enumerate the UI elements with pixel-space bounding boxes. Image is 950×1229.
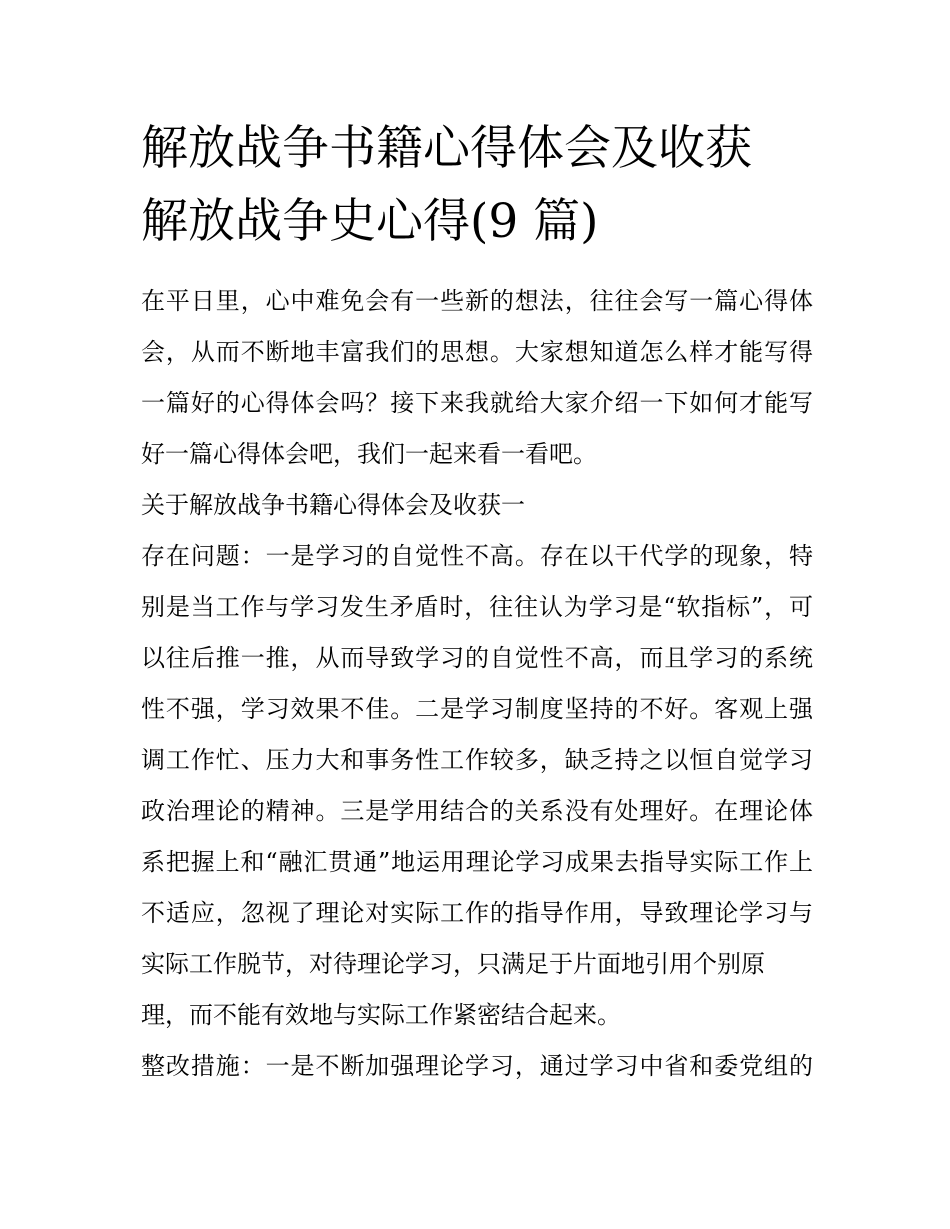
intro-paragraph (141, 276, 813, 480)
problems-paragraph (141, 531, 813, 1041)
problems-line: 别是当工作与学习发生矛盾时，往往认为学习是“软指标”，可 (141, 593, 813, 621)
document-body (141, 276, 813, 1092)
intro-line: 好一篇心得体会吧，我们一起来看一看吧。 (141, 440, 597, 468)
section-heading-paragraph (141, 480, 813, 531)
problems-line: 不适应，忽视了理论对实际工作的指导作用，导致理论学习与 (141, 899, 813, 927)
problems-line: 存在问题：一是学习的自觉性不高。存在以干代学的现象，特 (141, 542, 813, 570)
problems-line: 系把握上和“融汇贯通”地运用理论学习成果去指导实际工作上 (141, 848, 813, 876)
section-heading: 关于解放战争书籍心得体会及收获一 (141, 491, 525, 519)
problems-line: 以往后推一推，从而导致学习的自觉性不高，而且学习的系统 (141, 644, 813, 672)
intro-line: 会，从而不断地丰富我们的思想。大家想知道怎么样才能写得 (141, 338, 813, 366)
intro-line: 一篇好的心得体会吗？接下来我就给大家介绍一下如何才能写 (141, 389, 813, 417)
problems-line: 实际工作脱节，对待理论学习，只满足于片面地引用个别原 (141, 950, 765, 978)
measures-paragraph (141, 1041, 813, 1092)
problems-line: 性不强，学习效果不佳。二是学习制度坚持的不好。客观上强 (141, 695, 813, 723)
document-title (141, 112, 821, 258)
problems-line: 理，而不能有效地与实际工作紧密结合起来。 (141, 1001, 621, 1029)
problems-line: 调工作忙、压力大和事务性工作较多，缺乏持之以恒自觉学习 (141, 746, 813, 774)
title-line-2: 解放战争史心得(9 篇) (141, 194, 599, 249)
intro-line: 在平日里，心中难免会有一些新的想法，往往会写一篇心得体 (141, 287, 813, 315)
measures-line: 整改措施：一是不断加强理论学习，通过学习中省和委党组的 (141, 1052, 813, 1080)
problems-line: 政治理论的精神。三是学用结合的关系没有处理好。在理论体 (141, 797, 813, 825)
title-line-1: 解放战争书籍心得体会及收获 (141, 121, 752, 176)
